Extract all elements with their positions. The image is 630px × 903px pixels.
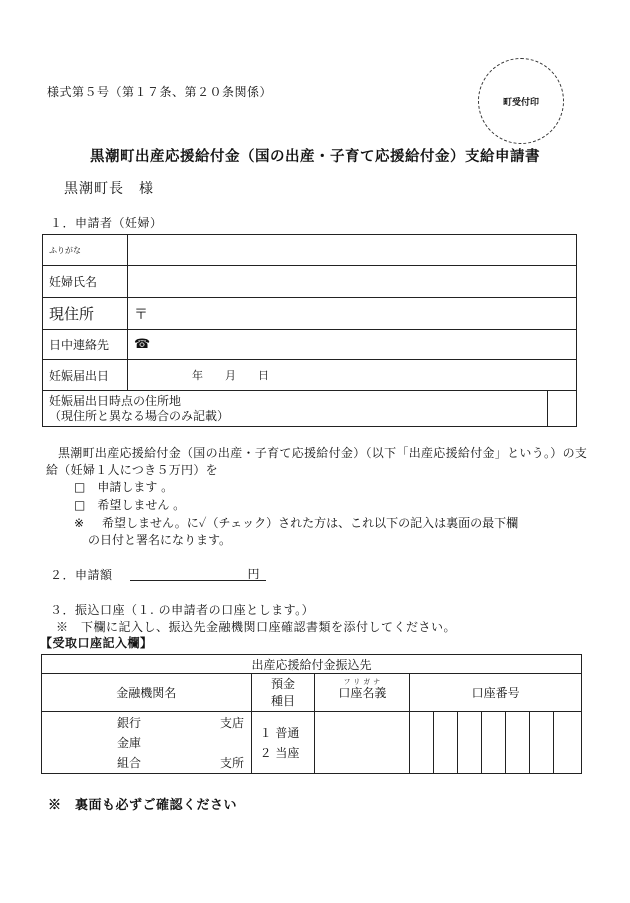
account-digit-2[interactable]	[434, 712, 458, 774]
decline-note-line2: の日付と署名になります。	[88, 533, 232, 547]
form-number: 様式第５号（第１７条、第２０条関係）	[47, 85, 273, 99]
date-units: 年 月 日	[192, 369, 269, 382]
bank-table-title: 出産応援給付金振込先	[42, 655, 582, 674]
applicant-table	[42, 234, 577, 427]
bank-name-field[interactable]	[42, 712, 252, 774]
furigana-field[interactable]	[128, 235, 577, 266]
addressee: 黒潮町長 様	[64, 181, 154, 197]
name-field[interactable]	[128, 266, 577, 298]
amount-unit: 円	[247, 567, 260, 581]
deposit-type-header-line1: 預金	[271, 676, 296, 691]
branch-type-1: 支店	[220, 716, 245, 730]
back-side-note: ※ 裏面も必ずご確認ください	[48, 798, 238, 813]
deposit-current[interactable]: ２ 当座	[259, 745, 300, 760]
branch-type-2: 支所	[220, 756, 245, 770]
address-label: 現住所	[43, 298, 128, 330]
decline-note-mark: ※	[74, 516, 85, 530]
section3-heading: ３．振込口座（１. の申請者の口座とします。）	[50, 603, 315, 617]
name-label: 妊婦氏名	[43, 266, 128, 298]
bank-type-1: 銀行	[117, 716, 142, 730]
deposit-type-header	[251, 674, 315, 712]
deposit-type-header-line2: 種目	[271, 693, 296, 708]
account-holder-header	[315, 674, 410, 712]
bank-type-3: 組合	[117, 756, 142, 770]
account-holder-ruby: フリガナ	[343, 678, 384, 686]
section3-instruction: ※ 下欄に記入し、振込先金融機関口座確認書類を添付してください。	[56, 620, 457, 634]
option-apply[interactable]: □ 申請します 。	[74, 480, 174, 494]
account-digit-5[interactable]	[506, 712, 530, 774]
account-digit-3[interactable]	[458, 712, 482, 774]
deposit-type-field[interactable]	[251, 712, 315, 774]
page-title: 黒潮町出産応援給付金（国の出産・子育て応援給付金）支給申請書	[90, 148, 540, 165]
support-paragraph: 黒潮町出産応援給付金（国の出産・子育て応援給付金）（以下「出産応援給付金」という。）の支給（妊婦１人につき５万円）を	[46, 446, 588, 477]
postal-mark: 〒	[134, 306, 148, 323]
bank-account-table	[41, 654, 582, 774]
account-digit-1[interactable]	[410, 712, 434, 774]
notice-address-label	[43, 391, 548, 427]
stamp-label: 町受付印	[502, 97, 539, 108]
notice-address-label-line2: （現住所と異なる場合のみ記載）	[49, 408, 230, 423]
pregnancy-date-field[interactable]	[128, 360, 577, 391]
phone-field[interactable]	[128, 330, 577, 360]
account-box-label: 【受取口座記入欄】	[40, 636, 153, 650]
decline-note-line1: 希望しません。に✓（チェック）された方は、これ以下の記入は裏面の最下欄	[102, 516, 519, 530]
furigana-label: ふりがな	[43, 235, 128, 266]
account-digit-6[interactable]	[530, 712, 554, 774]
account-holder-field[interactable]	[315, 712, 410, 774]
bank-name-header: 金融機関名	[42, 674, 252, 712]
phone-icon: ☎	[134, 337, 151, 352]
phone-label: 日中連絡先	[43, 330, 128, 360]
bank-type-2: 金庫	[117, 736, 142, 750]
section1-heading: １．申請者（妊婦）	[50, 216, 163, 230]
account-digit-7[interactable]	[554, 712, 582, 774]
amount-field[interactable]	[130, 565, 266, 581]
option-decline[interactable]: □ 希望しません 。	[74, 498, 186, 512]
deposit-ordinary[interactable]: １ 普通	[259, 725, 300, 740]
account-holder-label: 口座名義	[338, 686, 387, 700]
address-field[interactable]	[128, 298, 577, 330]
notice-address-label-line1: 妊娠届出日時点の住所地	[49, 393, 182, 408]
account-number-header: 口座番号	[410, 674, 582, 712]
account-digit-4[interactable]	[482, 712, 506, 774]
reception-stamp-area	[478, 58, 564, 144]
pregnancy-date-label: 妊娠届出日	[43, 360, 128, 391]
section2-heading: ２．申請額	[50, 568, 113, 582]
notice-address-field[interactable]	[548, 391, 577, 427]
